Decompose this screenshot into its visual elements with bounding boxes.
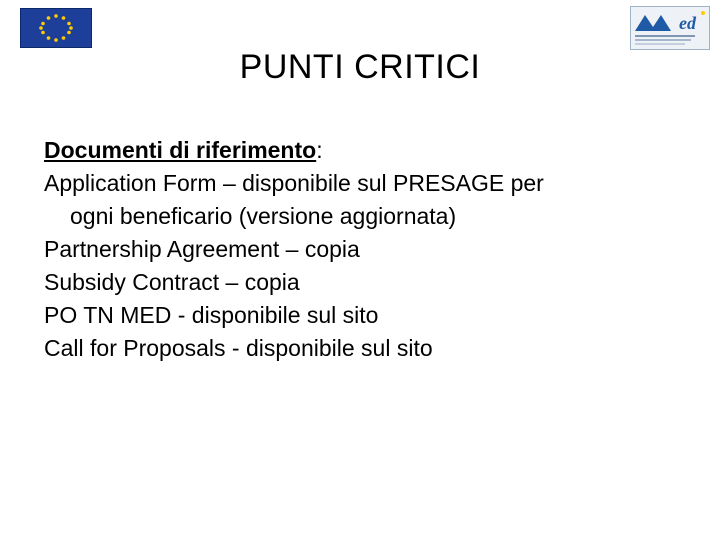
references-heading-text: Documenti di riferimento xyxy=(44,137,317,163)
references-heading-colon: : xyxy=(316,137,323,163)
med-program-logo-icon xyxy=(630,6,710,50)
document-line: Subsidy Contract – copia xyxy=(44,269,300,295)
references-heading xyxy=(44,135,694,165)
slide-body xyxy=(44,135,694,366)
eu-flag-icon xyxy=(20,8,92,48)
document-line: Call for Proposals - disponibile sul sito xyxy=(44,335,433,361)
slide-title: PUNTI CRITICI xyxy=(239,48,481,86)
document-line: Partnership Agreement – copia xyxy=(44,236,360,262)
med-logo-text: ed xyxy=(679,13,696,33)
document-line-continuation: ogni beneficario (versione aggiornata) xyxy=(70,203,457,229)
document-line: PO TN MED - disponibile sul sito xyxy=(44,302,379,328)
document-line: Application Form – disponibile sul PRESAGE per xyxy=(44,170,544,196)
